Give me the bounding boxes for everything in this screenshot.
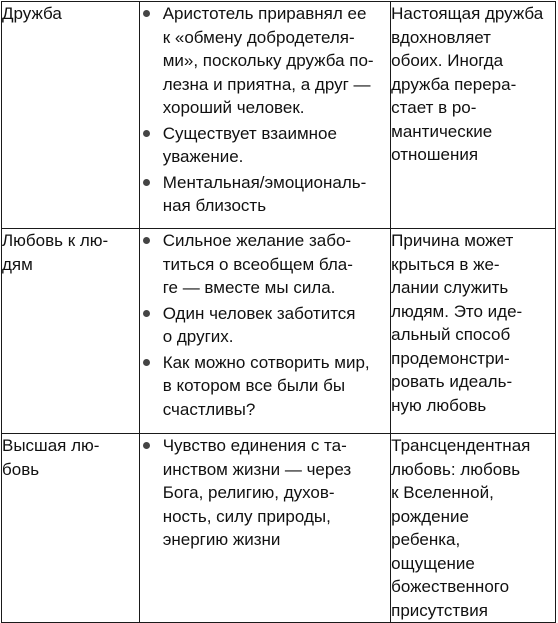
list-item-line: Аристотель приравнял ее: [162, 4, 367, 23]
category-cell: [2, 229, 140, 434]
list-item-line: к «обмену добродетеля-: [162, 27, 355, 47]
list-item-line: счастливы?: [162, 399, 256, 419]
list-item-line: инством жизни — через: [162, 459, 352, 479]
characteristics-cell: [139, 229, 390, 434]
category-line: Любовь к лю-: [2, 231, 109, 250]
note-line: Трансцендентная: [391, 436, 531, 455]
list-item-line: Чувство единения с та-: [162, 436, 347, 455]
list-item-line: Существует взаимное: [162, 123, 337, 143]
category-cell: [2, 434, 140, 623]
category-line: Высшая лю-: [2, 436, 100, 455]
list-item: [140, 351, 390, 422]
table-row-love-for-people: [2, 229, 556, 434]
note-line: продемонстри-: [391, 348, 510, 368]
note-line: ощущение: [391, 553, 475, 573]
characteristics-list: [140, 434, 390, 552]
list-item-line: ми», поскольку дружба по-: [162, 51, 374, 70]
note-line: отношения: [391, 145, 479, 164]
note-line: лании служить: [391, 278, 509, 297]
list-item-line: энергию жизни: [162, 530, 281, 549]
category-line: Дружба: [2, 4, 62, 23]
note-line: альный способ: [391, 325, 511, 344]
note-line: дружба перера-: [391, 74, 517, 94]
note-line: стает в ро-: [391, 98, 477, 117]
note-line: ную любовь: [391, 395, 487, 415]
note-line: обоих. Иногда: [391, 51, 504, 70]
note-cell: [391, 229, 556, 434]
note-line: вдохновляет: [391, 27, 491, 47]
bullet-icon: [143, 442, 150, 449]
list-item: [140, 302, 390, 349]
bullet-icon: [143, 130, 150, 137]
bullet-icon: [143, 310, 150, 317]
table-row-higher-love: [2, 434, 556, 623]
list-item-line: Один человек заботится: [162, 303, 356, 323]
list-item: [140, 434, 390, 552]
list-item-line: уважение.: [162, 147, 244, 166]
note-cell: [391, 434, 556, 623]
list-item-line: Как можно сотворить мир,: [162, 352, 370, 372]
list-item-line: ная близость: [162, 196, 267, 215]
characteristics-cell: [139, 2, 390, 229]
list-item-line: хороший человек.: [162, 98, 305, 117]
list-item: [140, 171, 390, 218]
category-cell: [2, 2, 140, 229]
note-line: к Вселенной,: [391, 483, 494, 502]
bullet-icon: [143, 10, 150, 17]
list-item-line: Ментальная/эмоциональ-: [162, 172, 367, 192]
list-item: [140, 2, 390, 120]
bullet-icon: [143, 237, 150, 244]
list-item-line: Сильное желание забо-: [162, 231, 352, 250]
note-line: Причина может: [391, 231, 514, 250]
note-line: крыться в же-: [391, 254, 500, 274]
characteristics-list: [140, 2, 390, 218]
note-line: божественного: [391, 577, 510, 596]
characteristics-list: [140, 229, 390, 421]
list-item-line: в котором все были бы: [162, 376, 346, 395]
list-item: [140, 229, 390, 300]
note-line: мантические: [391, 121, 493, 141]
note-line: рождение: [391, 506, 469, 526]
note-line: Настоящая дружба: [391, 4, 544, 23]
table-row-friendship: [2, 2, 556, 229]
list-item-line: Бога, религию, духов-: [162, 483, 335, 502]
list-item-line: лезна и приятна, а друг —: [162, 74, 371, 94]
category-line: бовь: [2, 459, 40, 479]
note-cell: [391, 2, 556, 229]
note-line: людям. Это иде-: [391, 301, 523, 321]
list-item: [140, 122, 390, 169]
bullet-icon: [143, 179, 150, 186]
list-item-line: о других.: [162, 327, 234, 346]
list-item-line: ге — вместе мы сила.: [162, 278, 336, 297]
note-line: любовь: любовь: [391, 459, 521, 479]
love-types-table: [1, 1, 556, 623]
characteristics-cell: [139, 434, 390, 623]
note-line: ребенка,: [391, 530, 461, 549]
list-item-line: ность, силу природы,: [162, 506, 331, 526]
note-line: присутствия: [391, 600, 488, 620]
list-item-line: титься о всеобщем бла-: [162, 254, 353, 274]
bullet-icon: [143, 359, 150, 366]
category-line: дям: [2, 254, 33, 274]
note-line: ровать идеаль-: [391, 372, 513, 391]
